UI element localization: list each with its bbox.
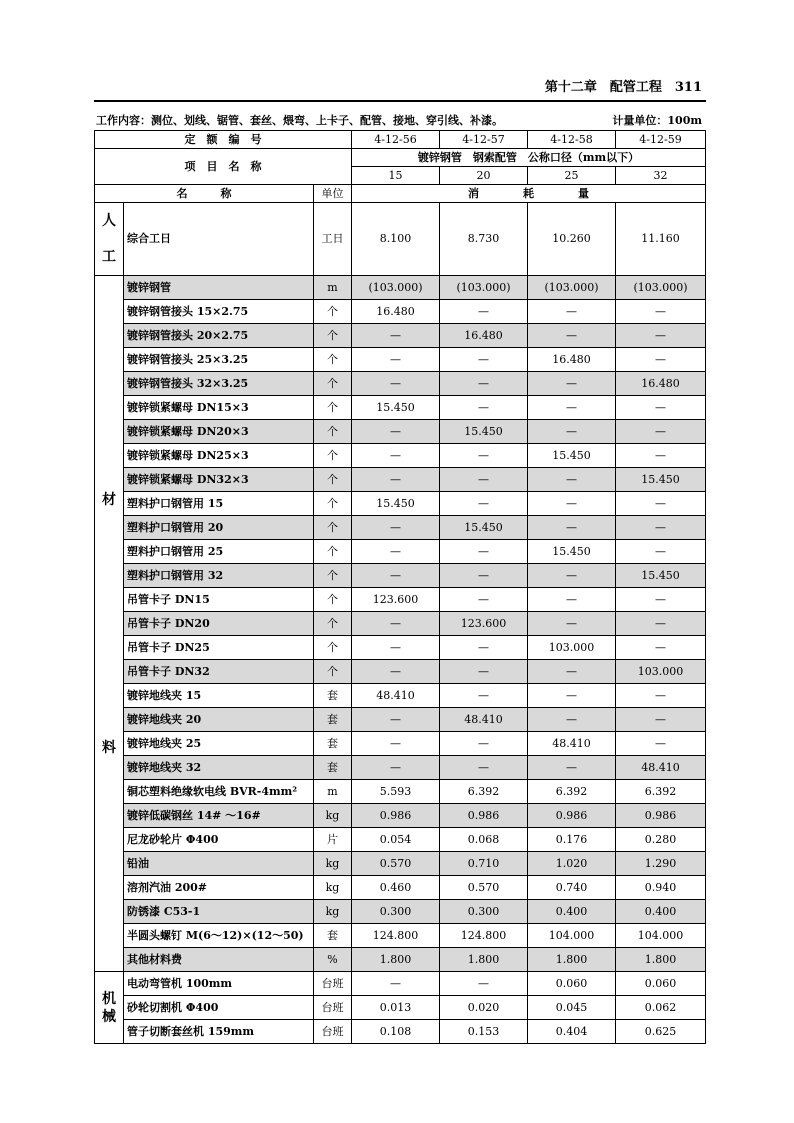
value-cell: 0.045	[528, 996, 616, 1020]
value-cell: —	[440, 684, 528, 708]
value-cell: —	[616, 516, 706, 540]
table-row	[95, 516, 706, 540]
value-cell: —	[440, 564, 528, 588]
value-cell: —	[352, 468, 440, 492]
value-cell: 104.000	[528, 924, 616, 948]
item-name: 砂轮切割机 Φ400	[124, 996, 314, 1020]
item-name: 溶剂汽油 200#	[124, 876, 314, 900]
value-cell: 0.013	[352, 996, 440, 1020]
table-row	[95, 444, 706, 468]
value-cell: 48.410	[352, 684, 440, 708]
group-label-machinery: 机械	[95, 972, 124, 1044]
item-unit: kg	[314, 900, 352, 924]
item-name: 吊管卡子 DN32	[124, 660, 314, 684]
table-row	[95, 300, 706, 324]
value-cell: 48.410	[616, 756, 706, 780]
table-row	[95, 564, 706, 588]
value-cell: —	[352, 660, 440, 684]
item-name: 镀锌地线夹 32	[124, 756, 314, 780]
item-unit: m	[314, 780, 352, 804]
value-cell: 0.404	[528, 1020, 616, 1044]
value-cell: 10.260	[528, 203, 616, 276]
table-row	[95, 324, 706, 348]
value-cell: 103.000	[528, 636, 616, 660]
value-cell: 0.153	[440, 1020, 528, 1044]
value-cell: 6.392	[440, 780, 528, 804]
value-cell: 0.940	[616, 876, 706, 900]
value-cell: 0.300	[440, 900, 528, 924]
table-row	[95, 804, 706, 828]
item-unit: 个	[314, 396, 352, 420]
item-unit: 套	[314, 732, 352, 756]
value-cell: —	[352, 324, 440, 348]
item-name: 塑料护口钢管用 20	[124, 516, 314, 540]
value-cell: —	[528, 468, 616, 492]
item-unit: 片	[314, 828, 352, 852]
value-cell: 0.108	[352, 1020, 440, 1044]
value-cell: 0.710	[440, 852, 528, 876]
unit-column-label: 单位	[314, 185, 352, 203]
item-name: 镀锌地线夹 20	[124, 708, 314, 732]
value-cell: 15.450	[528, 444, 616, 468]
item-unit: 个	[314, 636, 352, 660]
item-unit: 套	[314, 684, 352, 708]
item-unit: 个	[314, 444, 352, 468]
item-name: 塑料护口钢管用 25	[124, 540, 314, 564]
quota-code: 4-12-58	[528, 131, 616, 149]
value-cell: —	[616, 396, 706, 420]
group-label-material-bottom: 料	[102, 739, 116, 756]
value-cell: —	[440, 756, 528, 780]
value-cell: —	[528, 660, 616, 684]
item-unit: 工日	[314, 203, 352, 276]
item-name: 镀锌钢管接头 15×2.75	[124, 300, 314, 324]
table-row	[95, 348, 706, 372]
table-row	[95, 708, 706, 732]
item-name: 吊管卡子 DN25	[124, 636, 314, 660]
item-unit: 个	[314, 612, 352, 636]
value-cell: 16.480	[352, 300, 440, 324]
value-cell: 0.060	[616, 972, 706, 996]
value-cell: —	[440, 396, 528, 420]
table-row	[95, 612, 706, 636]
value-cell: 0.280	[616, 828, 706, 852]
item-unit: 台班	[314, 972, 352, 996]
value-cell: 0.986	[616, 804, 706, 828]
value-cell: 123.600	[440, 612, 528, 636]
value-cell: 124.800	[440, 924, 528, 948]
value-cell: —	[440, 588, 528, 612]
quota-table	[94, 130, 706, 1044]
table-row	[95, 828, 706, 852]
value-cell: —	[528, 492, 616, 516]
value-cell: 16.480	[440, 324, 528, 348]
item-name: 镀锌钢管接头 20×2.75	[124, 324, 314, 348]
value-cell: 0.400	[616, 900, 706, 924]
value-cell: —	[352, 732, 440, 756]
value-cell: 124.800	[352, 924, 440, 948]
item-name: 镀锌锁紧螺母 DN32×3	[124, 468, 314, 492]
value-cell: 0.020	[440, 996, 528, 1020]
value-cell: —	[440, 732, 528, 756]
value-cell: 104.000	[616, 924, 706, 948]
table-row	[95, 636, 706, 660]
value-cell: 5.593	[352, 780, 440, 804]
table-row	[95, 924, 706, 948]
value-cell: 6.392	[528, 780, 616, 804]
value-cell: —	[352, 708, 440, 732]
value-cell: 15.450	[352, 396, 440, 420]
name-column-label: 名 称	[95, 185, 314, 203]
item-unit: kg	[314, 876, 352, 900]
value-cell: 0.740	[528, 876, 616, 900]
table-row	[95, 996, 706, 1020]
value-cell: —	[440, 468, 528, 492]
value-cell: —	[352, 348, 440, 372]
value-cell: 48.410	[528, 732, 616, 756]
quota-code-label: 定 额 编 号	[95, 131, 352, 149]
item-title: 镀锌钢管 钢索配管 公称口径（mm以下）	[352, 149, 706, 167]
value-cell: —	[352, 372, 440, 396]
value-cell: 0.625	[616, 1020, 706, 1044]
value-cell: —	[528, 324, 616, 348]
value-cell: —	[440, 372, 528, 396]
value-cell: —	[440, 540, 528, 564]
page-header	[94, 74, 706, 102]
value-cell: —	[528, 588, 616, 612]
value-cell: 0.570	[352, 852, 440, 876]
value-cell: 0.986	[528, 804, 616, 828]
value-cell: —	[616, 492, 706, 516]
value-cell: —	[616, 420, 706, 444]
value-cell: —	[528, 612, 616, 636]
table-row	[95, 972, 706, 996]
item-name: 镀锌钢管接头 25×3.25	[124, 348, 314, 372]
table-row	[95, 203, 706, 276]
value-cell: (103.000)	[528, 276, 616, 300]
item-name: 铅油	[124, 852, 314, 876]
value-cell: —	[528, 756, 616, 780]
item-name: 吊管卡子 DN20	[124, 612, 314, 636]
value-cell: 0.986	[440, 804, 528, 828]
size-cell: 15	[352, 167, 440, 185]
value-cell: —	[616, 324, 706, 348]
table-row	[95, 492, 706, 516]
size-cell: 20	[440, 167, 528, 185]
table-row	[95, 420, 706, 444]
item-unit: kg	[314, 804, 352, 828]
table-row	[95, 468, 706, 492]
value-cell: —	[616, 588, 706, 612]
item-unit: 个	[314, 300, 352, 324]
value-cell: 0.570	[440, 876, 528, 900]
table-row	[95, 660, 706, 684]
value-cell: (103.000)	[616, 276, 706, 300]
value-cell: —	[528, 684, 616, 708]
value-cell: —	[352, 756, 440, 780]
item-unit: m	[314, 276, 352, 300]
value-cell: 6.392	[616, 780, 706, 804]
table-row	[95, 780, 706, 804]
item-name: 尼龙砂轮片 Φ400	[124, 828, 314, 852]
value-cell: —	[352, 540, 440, 564]
value-cell: 1.020	[528, 852, 616, 876]
measurement-unit: 计量单位：100m	[612, 114, 702, 127]
value-cell: —	[528, 396, 616, 420]
size-cell: 25	[528, 167, 616, 185]
item-unit: 个	[314, 516, 352, 540]
consumption-label: 消 耗 量	[352, 185, 706, 203]
value-cell: 16.480	[528, 348, 616, 372]
item-name: 镀锌钢管	[124, 276, 314, 300]
item-unit: kg	[314, 852, 352, 876]
value-cell: —	[440, 660, 528, 684]
value-cell: 15.450	[440, 516, 528, 540]
item-name: 电动弯管机 100mm	[124, 972, 314, 996]
value-cell: 0.176	[528, 828, 616, 852]
table-row	[95, 276, 706, 300]
value-cell: (103.000)	[440, 276, 528, 300]
item-unit: 个	[314, 588, 352, 612]
value-cell: —	[352, 516, 440, 540]
table-row	[95, 900, 706, 924]
group-label-labor: 人工	[95, 203, 124, 276]
value-cell: 0.062	[616, 996, 706, 1020]
value-cell: 8.100	[352, 203, 440, 276]
item-name: 塑料护口钢管用 32	[124, 564, 314, 588]
size-cell: 32	[616, 167, 706, 185]
value-cell: —	[616, 708, 706, 732]
item-name: 吊管卡子 DN15	[124, 588, 314, 612]
value-cell: 0.054	[352, 828, 440, 852]
item-unit: 个	[314, 564, 352, 588]
value-cell: —	[440, 444, 528, 468]
item-unit: 个	[314, 492, 352, 516]
item-unit: 个	[314, 540, 352, 564]
item-name-label: 项 目 名 称	[95, 149, 352, 185]
column-header-row	[95, 185, 706, 203]
value-cell: —	[616, 636, 706, 660]
value-cell: —	[440, 300, 528, 324]
item-name: 镀锌钢管接头 32×3.25	[124, 372, 314, 396]
item-name: 镀锌锁紧螺母 DN20×3	[124, 420, 314, 444]
item-name: 镀锌低碳钢丝 14# ～16#	[124, 804, 314, 828]
value-cell: 0.060	[528, 972, 616, 996]
value-cell: 0.400	[528, 900, 616, 924]
group-label-material-top: 材	[102, 491, 116, 508]
value-cell: —	[616, 540, 706, 564]
value-cell: 1.290	[616, 852, 706, 876]
table-row	[95, 540, 706, 564]
table-row	[95, 876, 706, 900]
value-cell: —	[616, 300, 706, 324]
value-cell: —	[352, 564, 440, 588]
value-cell: 1.800	[440, 948, 528, 972]
table-row	[95, 948, 706, 972]
item-unit: %	[314, 948, 352, 972]
item-unit: 个	[314, 660, 352, 684]
value-cell: —	[616, 612, 706, 636]
item-name: 半圆头螺钉 M(6～12)×(12～50)	[124, 924, 314, 948]
item-unit: 台班	[314, 1020, 352, 1044]
item-name: 塑料护口钢管用 15	[124, 492, 314, 516]
value-cell: 1.800	[616, 948, 706, 972]
item-name: 管子切断套丝机 159mm	[124, 1020, 314, 1044]
value-cell: 103.000	[616, 660, 706, 684]
value-cell: (103.000)	[352, 276, 440, 300]
value-cell: 16.480	[616, 372, 706, 396]
quota-code: 4-12-59	[616, 131, 706, 149]
table-row	[95, 732, 706, 756]
value-cell: —	[440, 636, 528, 660]
value-cell: 0.068	[440, 828, 528, 852]
value-cell: —	[528, 300, 616, 324]
value-cell: 15.450	[440, 420, 528, 444]
table-row	[95, 396, 706, 420]
value-cell: —	[440, 972, 528, 996]
value-cell: 1.800	[352, 948, 440, 972]
chapter-heading: 第十二章 配管工程 311	[544, 80, 702, 95]
group-label-spacer	[98, 509, 120, 739]
work-content: 工作内容：测位、划线、锯管、套丝、煨弯、上卡子、配管、接地、穿引线、补漆。	[96, 114, 503, 127]
item-unit: 个	[314, 372, 352, 396]
value-cell: —	[352, 636, 440, 660]
item-unit: 套	[314, 708, 352, 732]
value-cell: 0.460	[352, 876, 440, 900]
value-cell: —	[616, 348, 706, 372]
value-cell: —	[616, 684, 706, 708]
value-cell: 0.300	[352, 900, 440, 924]
value-cell: —	[528, 420, 616, 444]
value-cell: 11.160	[616, 203, 706, 276]
item-unit: 套	[314, 924, 352, 948]
item-unit: 个	[314, 348, 352, 372]
value-cell: —	[440, 348, 528, 372]
quota-code: 4-12-56	[352, 131, 440, 149]
value-cell: —	[528, 708, 616, 732]
value-cell: 48.410	[440, 708, 528, 732]
value-cell: —	[528, 564, 616, 588]
value-cell: 1.800	[528, 948, 616, 972]
item-name: 综合工日	[124, 203, 314, 276]
value-cell: —	[352, 420, 440, 444]
quota-code: 4-12-57	[440, 131, 528, 149]
group-label-material	[95, 276, 124, 972]
table-row	[95, 852, 706, 876]
value-cell: 15.450	[528, 540, 616, 564]
value-cell: 15.450	[352, 492, 440, 516]
table-row	[95, 372, 706, 396]
value-cell: 15.450	[616, 468, 706, 492]
value-cell: —	[528, 372, 616, 396]
table-row	[95, 1020, 706, 1044]
item-name: 镀锌锁紧螺母 DN15×3	[124, 396, 314, 420]
table-row	[95, 684, 706, 708]
item-name: 镀锌地线夹 25	[124, 732, 314, 756]
item-unit: 个	[314, 324, 352, 348]
value-cell: —	[616, 732, 706, 756]
value-cell: —	[352, 444, 440, 468]
value-cell: 8.730	[440, 203, 528, 276]
value-cell: 123.600	[352, 588, 440, 612]
item-name: 镀锌锁紧螺母 DN25×3	[124, 444, 314, 468]
value-cell: —	[352, 612, 440, 636]
item-name: 防锈漆 C53-1	[124, 900, 314, 924]
item-unit: 套	[314, 756, 352, 780]
value-cell: —	[616, 444, 706, 468]
table-row	[95, 756, 706, 780]
value-cell: 15.450	[616, 564, 706, 588]
item-unit: 台班	[314, 996, 352, 1020]
item-title-row	[95, 149, 706, 167]
value-cell: —	[528, 516, 616, 540]
item-unit: 个	[314, 420, 352, 444]
table-row	[95, 588, 706, 612]
item-name: 镀锌地线夹 15	[124, 684, 314, 708]
value-cell: —	[440, 492, 528, 516]
item-name: 铜芯塑料绝缘软电线 BVR-4mm²	[124, 780, 314, 804]
value-cell: —	[352, 972, 440, 996]
item-name: 其他材料费	[124, 948, 314, 972]
quota-code-row	[95, 131, 706, 149]
value-cell: 0.986	[352, 804, 440, 828]
work-content-line	[96, 112, 704, 128]
item-unit: 个	[314, 468, 352, 492]
